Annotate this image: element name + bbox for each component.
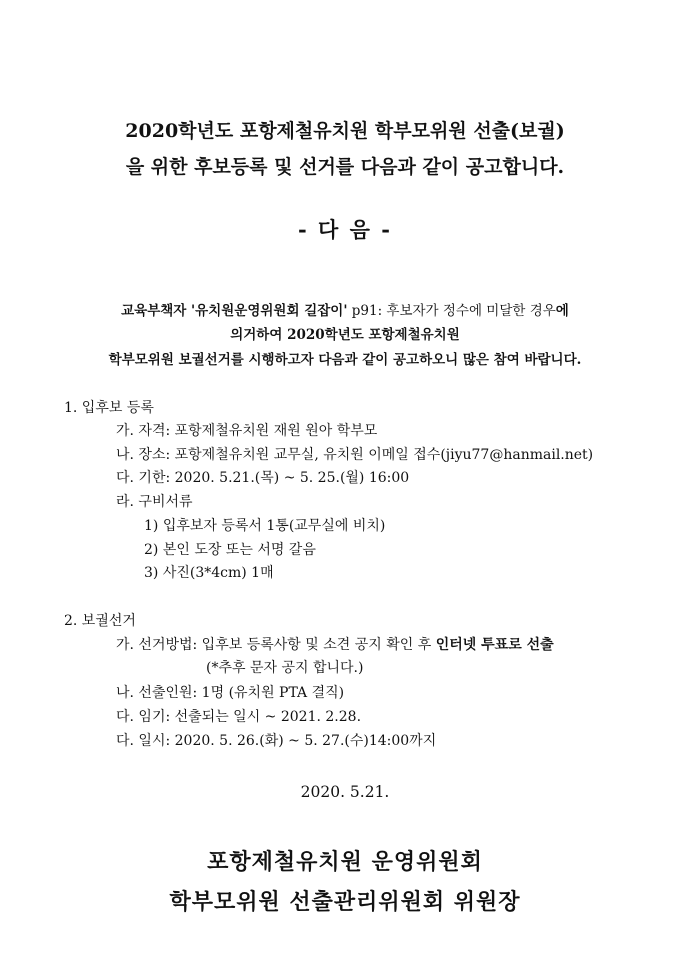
document-item-2: 2) 본인 도장 또는 서명 갈음 xyxy=(144,542,316,558)
section-1-qualification: 가. 자격: 포항제철유치원 재원 원아 학부모 xyxy=(116,423,378,439)
section-2-method xyxy=(116,634,554,654)
intro-suffix: 에 xyxy=(555,303,569,319)
title-line-2: 을 위한 후보등록 및 선거를 다음과 같이 공고합니다. xyxy=(125,156,565,178)
section-2-schedule: 다. 일시: 2020. 5. 26.(화) ~ 5. 27.(수)14:00까지 xyxy=(116,733,437,749)
document-item-3: 3) 사진(3*4cm) 1매 xyxy=(144,565,274,581)
section-2-term: 다. 임기: 선출되는 일시 ~ 2021. 2.28. xyxy=(116,709,362,725)
section-1-documents: 라. 구비서류 xyxy=(116,494,193,510)
title-line-1: 2020학년도 포항제철유치원 학부모위원 선출(보궐) xyxy=(125,120,565,142)
method-text: 가. 선거방법: 입후보 등록사항 및 소견 공지 확인 후 xyxy=(116,637,436,653)
section-2-count: 나. 선출인원: 1명 (유치원 PTA 결직) xyxy=(116,685,345,701)
section-2-title: 2. 보궐선거 xyxy=(64,613,136,629)
section-2-note: (*추후 문자 공지 합니다.) xyxy=(206,660,364,676)
intro-book-ref: 교육부책자 '유치원운영위원회 길잡이' xyxy=(121,303,348,319)
signature-line-1: 포항제철유치원 운영위원회 xyxy=(207,849,483,875)
intro-line-3: 학부모위원 보궐선거를 시행하고자 다음과 같이 공고하오니 많은 참여 바랍니다. xyxy=(108,352,582,368)
section-1-title: 1. 입후보 등록 xyxy=(64,400,154,416)
intro-line-2: 의거하여 2020학년도 포항제철유치원 xyxy=(230,327,460,343)
section-1-location: 나. 장소: 포항제철유치원 교무실, 유치원 이메일 접수(jiyu77@hanmail.net) xyxy=(116,447,594,463)
section-1-deadline: 다. 기한: 2020. 5.21.(목) ~ 5. 25.(월) 16:00 xyxy=(116,470,410,486)
section-heading: - 다 음 - xyxy=(298,217,392,242)
method-emphasis: 인터넷 투표로 선출 xyxy=(435,637,554,653)
document-item-1: 1) 입후보자 등록서 1통(교무실에 비치) xyxy=(144,518,386,534)
intro-line-1 xyxy=(0,299,690,319)
signature-line-2: 학부모위원 선출관리위원회 위원장 xyxy=(169,889,521,915)
notice-date: 2020. 5.21. xyxy=(300,783,390,801)
intro-page-ref: p91: 후보자가 정수에 미달한 경우 xyxy=(347,303,556,319)
